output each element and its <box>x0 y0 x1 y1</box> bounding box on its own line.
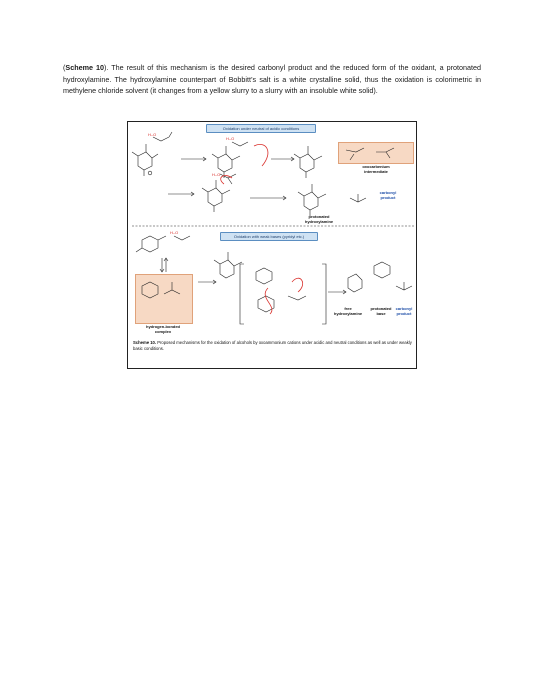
molecule-protonated-base <box>374 262 390 278</box>
caption-ref: Scheme 10. <box>133 340 157 345</box>
molecule-protonated-hydroxylamine <box>298 184 326 216</box>
molecule-carbonyl-bottom <box>396 282 412 290</box>
label-hydrogen-bonded-complex: hydrogen-bonded complex <box>146 324 180 334</box>
svg-text:H–O: H–O <box>226 136 235 141</box>
caption-text: Proposed mechanisms for the oxidation of alcohols by oxoammonium cations under acidic and neutral conditions as well as under weakly basic conditions. <box>133 340 412 351</box>
svg-text:H–O: H–O <box>170 230 179 235</box>
svg-text:H–O: H–O <box>212 172 221 177</box>
molecule-pyridine-left <box>136 236 190 252</box>
molecule-intermediate-2 <box>202 174 236 212</box>
label-oxocarbenium: oxocarbenium intermediate <box>362 164 390 174</box>
molecule-hydroxylamine-1 <box>294 146 322 178</box>
molecule-free-hydroxylamine <box>348 274 362 292</box>
scheme-reference: Scheme 10 <box>65 63 104 72</box>
label-carbonyl-product-top: carbonyl product <box>379 190 397 200</box>
label-protonated-base: protonated base <box>370 306 392 316</box>
equilibrium-arrow <box>162 258 166 272</box>
molecule-oxoammonium-2 <box>214 252 242 278</box>
molecule-oxoammonium-1 <box>132 132 172 176</box>
molecule-hbond-complex <box>142 282 180 298</box>
label-carbonyl-product-bottom: carbonyl product <box>395 306 413 316</box>
molecule-oxocarbenium <box>346 148 394 160</box>
paragraph-text: ). The result of this mechanism is the desired carbonyl product and the reduced form of the oxidant, a protonated hydroxylamine. The hydroxylamine counterpart of Bobbitt’s salt is a white crystalline solid, thus the oxidation is colorimetric in methylene chloride solvent (it changes from a yellow slurry to a slurry with an insoluble white solid). <box>63 63 481 96</box>
label-protonated-hydroxylamine: protonated hydroxylamine <box>304 214 334 224</box>
transition-state-bracket <box>240 264 326 324</box>
open-paren: ( <box>63 63 66 72</box>
label-free-hydroxylamine: free hydroxylamine <box>333 306 363 316</box>
red-heteroatom-labels <box>148 132 234 235</box>
molecule-carbonyl-top <box>350 194 366 202</box>
banner-acidic-conditions: Oxidation under neutral of acidic conditions <box>206 124 316 133</box>
body-paragraph <box>63 62 481 97</box>
banner-weak-bases: Oxidation with weak bases (pyridyl etc.) <box>220 232 318 241</box>
scheme-figure <box>127 121 417 369</box>
svg-text:H–O: H–O <box>148 132 157 137</box>
electron-arrows <box>221 144 303 314</box>
figure-caption <box>133 340 413 352</box>
